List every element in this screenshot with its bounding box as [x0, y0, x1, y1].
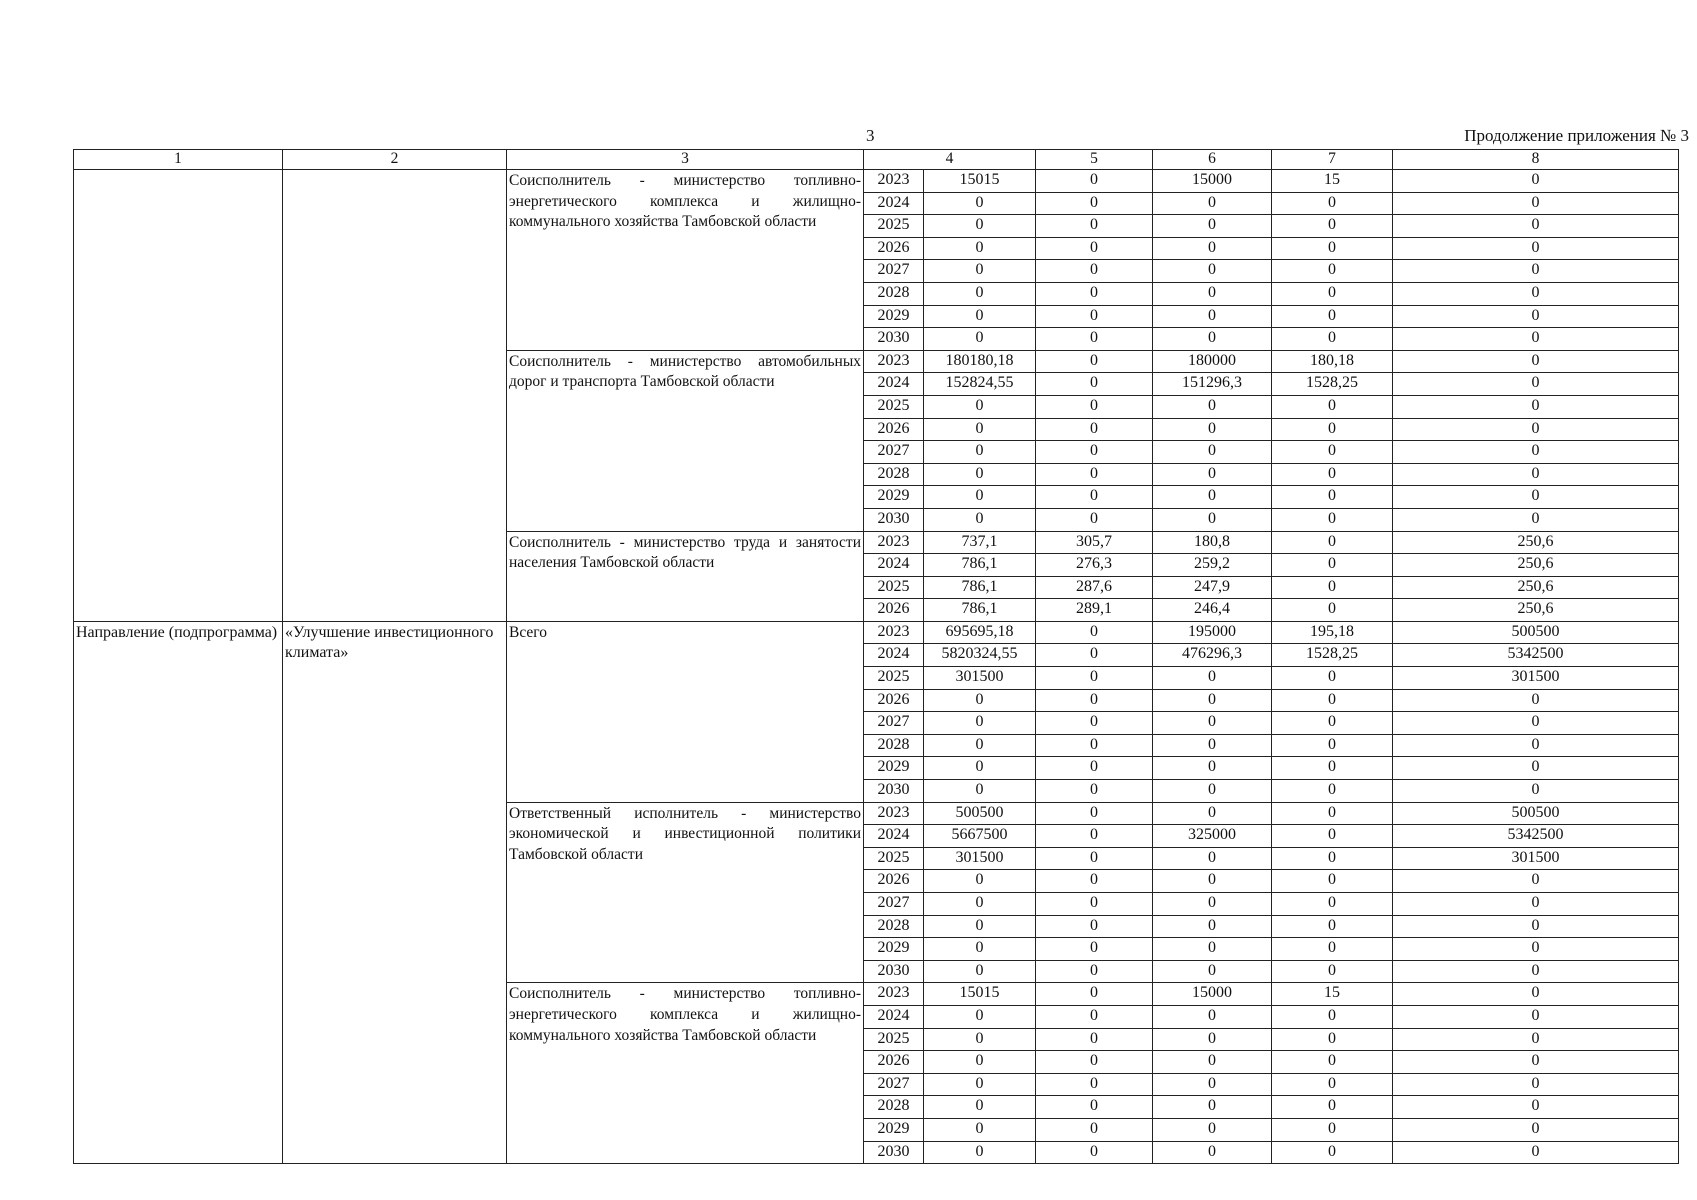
regional-cell: 0 — [1153, 215, 1272, 238]
total-cell: 0 — [924, 1028, 1036, 1051]
year-cell: 2027 — [864, 712, 924, 735]
total-cell: 737,1 — [924, 531, 1036, 554]
year-cell: 2025 — [864, 847, 924, 870]
other-cell: 0 — [1393, 870, 1679, 893]
year-cell: 2024 — [864, 554, 924, 577]
header-cell: 6 — [1153, 150, 1272, 170]
federal-cell: 0 — [1036, 237, 1153, 260]
other-cell: 0 — [1393, 712, 1679, 735]
year-cell: 2025 — [864, 395, 924, 418]
regional-cell: 259,2 — [1153, 554, 1272, 577]
local-cell: 0 — [1272, 870, 1393, 893]
other-cell: 0 — [1393, 1141, 1679, 1164]
local-cell: 0 — [1272, 689, 1393, 712]
regional-cell: 0 — [1153, 1118, 1272, 1141]
federal-cell: 0 — [1036, 847, 1153, 870]
total-cell: 0 — [924, 305, 1036, 328]
federal-cell: 0 — [1036, 328, 1153, 351]
other-cell: 0 — [1393, 960, 1679, 983]
other-cell: 0 — [1393, 734, 1679, 757]
regional-cell: 246,4 — [1153, 599, 1272, 622]
local-cell: 0 — [1272, 802, 1393, 825]
federal-cell: 0 — [1036, 508, 1153, 531]
year-cell: 2023 — [864, 802, 924, 825]
local-cell: 0 — [1272, 576, 1393, 599]
regional-cell: 0 — [1153, 486, 1272, 509]
local-cell: 0 — [1272, 1096, 1393, 1119]
regional-cell: 0 — [1153, 893, 1272, 916]
local-cell: 0 — [1272, 938, 1393, 961]
total-cell: 180180,18 — [924, 350, 1036, 373]
regional-cell: 0 — [1153, 441, 1272, 464]
other-cell: 0 — [1393, 1073, 1679, 1096]
local-cell: 0 — [1272, 960, 1393, 983]
federal-cell: 0 — [1036, 893, 1153, 916]
federal-cell: 0 — [1036, 915, 1153, 938]
regional-cell: 0 — [1153, 508, 1272, 531]
local-cell: 0 — [1272, 554, 1393, 577]
total-cell: 152824,55 — [924, 373, 1036, 396]
regional-cell: 0 — [1153, 915, 1272, 938]
local-cell: 0 — [1272, 531, 1393, 554]
table-body — [74, 150, 1679, 1164]
total-cell: 0 — [924, 463, 1036, 486]
local-cell: 0 — [1272, 734, 1393, 757]
total-cell: 0 — [924, 486, 1036, 509]
total-cell: 786,1 — [924, 599, 1036, 622]
local-cell: 0 — [1272, 1028, 1393, 1051]
federal-cell: 0 — [1036, 486, 1153, 509]
year-cell: 2024 — [864, 825, 924, 848]
regional-cell: 0 — [1153, 712, 1272, 735]
federal-cell: 0 — [1036, 1118, 1153, 1141]
year-cell: 2023 — [864, 983, 924, 1006]
other-cell: 0 — [1393, 418, 1679, 441]
year-cell: 2027 — [864, 260, 924, 283]
total-cell: 0 — [924, 1005, 1036, 1028]
year-cell: 2029 — [864, 938, 924, 961]
local-cell: 0 — [1272, 1141, 1393, 1164]
local-cell: 180,18 — [1272, 350, 1393, 373]
federal-cell: 0 — [1036, 1096, 1153, 1119]
federal-cell: 0 — [1036, 1141, 1153, 1164]
header-cell: 5 — [1036, 150, 1153, 170]
local-cell: 0 — [1272, 215, 1393, 238]
total-cell: 0 — [924, 915, 1036, 938]
federal-cell: 0 — [1036, 802, 1153, 825]
other-cell: 5342500 — [1393, 644, 1679, 667]
executor-cell: Всего — [507, 621, 864, 802]
year-cell: 2026 — [864, 870, 924, 893]
year-cell: 2025 — [864, 576, 924, 599]
other-cell: 0 — [1393, 237, 1679, 260]
other-cell: 0 — [1393, 1096, 1679, 1119]
local-cell: 0 — [1272, 712, 1393, 735]
other-cell: 0 — [1393, 780, 1679, 803]
local-cell: 0 — [1272, 395, 1393, 418]
federal-cell: 276,3 — [1036, 554, 1153, 577]
regional-cell: 0 — [1153, 1051, 1272, 1074]
federal-cell: 0 — [1036, 712, 1153, 735]
budget-table — [73, 149, 1679, 1164]
header-cell: 7 — [1272, 150, 1393, 170]
federal-cell: 0 — [1036, 170, 1153, 193]
total-cell: 0 — [924, 757, 1036, 780]
total-cell: 0 — [924, 418, 1036, 441]
year-cell: 2026 — [864, 1051, 924, 1074]
local-cell: 0 — [1272, 305, 1393, 328]
other-cell: 0 — [1393, 328, 1679, 351]
local-cell: 0 — [1272, 1051, 1393, 1074]
federal-cell: 287,6 — [1036, 576, 1153, 599]
regional-cell: 0 — [1153, 802, 1272, 825]
executor-cell: Соисполнитель - министерство топливно-энергетического комплекса и жилищно-коммунального хозяйства Тамбовской области — [507, 983, 864, 1164]
year-cell: 2028 — [864, 282, 924, 305]
regional-cell: 151296,3 — [1153, 373, 1272, 396]
regional-cell: 0 — [1153, 667, 1272, 690]
federal-cell: 0 — [1036, 960, 1153, 983]
total-cell: 301500 — [924, 667, 1036, 690]
other-cell: 0 — [1393, 215, 1679, 238]
federal-cell: 0 — [1036, 1051, 1153, 1074]
total-cell: 0 — [924, 282, 1036, 305]
local-cell: 0 — [1272, 486, 1393, 509]
appendix-label: Продолжение приложения № 3 — [1464, 126, 1689, 145]
year-cell: 2026 — [864, 689, 924, 712]
regional-cell: 0 — [1153, 1141, 1272, 1164]
year-cell: 2023 — [864, 170, 924, 193]
year-cell: 2025 — [864, 1028, 924, 1051]
regional-cell: 0 — [1153, 237, 1272, 260]
header-row — [74, 150, 1679, 170]
other-cell: 0 — [1393, 508, 1679, 531]
total-cell: 0 — [924, 689, 1036, 712]
local-cell: 0 — [1272, 441, 1393, 464]
local-cell: 0 — [1272, 282, 1393, 305]
total-cell: 0 — [924, 734, 1036, 757]
program-name-cell — [283, 170, 507, 622]
year-cell: 2028 — [864, 915, 924, 938]
federal-cell: 0 — [1036, 441, 1153, 464]
header-cell: 2 — [283, 150, 507, 170]
header-cell: 1 — [74, 150, 283, 170]
other-cell: 5342500 — [1393, 825, 1679, 848]
year-cell: 2024 — [864, 192, 924, 215]
year-cell: 2030 — [864, 960, 924, 983]
year-cell: 2026 — [864, 599, 924, 622]
regional-cell: 180000 — [1153, 350, 1272, 373]
budget-table-container — [73, 149, 1678, 1164]
total-cell: 786,1 — [924, 576, 1036, 599]
program-name-cell: «Улучшение инвестиционного климата» — [283, 621, 507, 1163]
regional-cell: 0 — [1153, 418, 1272, 441]
regional-cell: 0 — [1153, 938, 1272, 961]
other-cell: 0 — [1393, 260, 1679, 283]
federal-cell: 0 — [1036, 689, 1153, 712]
total-cell: 500500 — [924, 802, 1036, 825]
federal-cell: 0 — [1036, 780, 1153, 803]
local-cell: 0 — [1272, 508, 1393, 531]
local-cell: 0 — [1272, 780, 1393, 803]
regional-cell: 0 — [1153, 1028, 1272, 1051]
other-cell: 0 — [1393, 893, 1679, 916]
year-cell: 2029 — [864, 305, 924, 328]
local-cell: 0 — [1272, 825, 1393, 848]
year-cell: 2029 — [864, 757, 924, 780]
other-cell: 0 — [1393, 1051, 1679, 1074]
total-cell: 0 — [924, 1051, 1036, 1074]
federal-cell: 0 — [1036, 1028, 1153, 1051]
local-cell: 0 — [1272, 915, 1393, 938]
year-cell: 2028 — [864, 734, 924, 757]
other-cell: 0 — [1393, 192, 1679, 215]
local-cell: 0 — [1272, 237, 1393, 260]
federal-cell: 0 — [1036, 215, 1153, 238]
other-cell: 0 — [1393, 170, 1679, 193]
federal-cell: 305,7 — [1036, 531, 1153, 554]
year-cell: 2025 — [864, 667, 924, 690]
total-cell: 0 — [924, 395, 1036, 418]
federal-cell: 0 — [1036, 1005, 1153, 1028]
total-cell: 301500 — [924, 847, 1036, 870]
regional-cell: 0 — [1153, 780, 1272, 803]
year-cell: 2030 — [864, 328, 924, 351]
federal-cell: 0 — [1036, 938, 1153, 961]
table-row — [74, 621, 1679, 644]
regional-cell: 0 — [1153, 757, 1272, 780]
local-cell: 0 — [1272, 667, 1393, 690]
local-cell: 0 — [1272, 599, 1393, 622]
executor-cell: Соисполнитель - министерство топливно-энергетического комплекса и жилищно-коммунального хозяйства Тамбовской области — [507, 170, 864, 351]
year-cell: 2024 — [864, 644, 924, 667]
regional-cell: 0 — [1153, 689, 1272, 712]
other-cell: 301500 — [1393, 847, 1679, 870]
federal-cell: 0 — [1036, 1073, 1153, 1096]
year-cell: 2024 — [864, 1005, 924, 1028]
total-cell: 0 — [924, 780, 1036, 803]
direction-cell: Направление (подпрограмма) — [74, 621, 283, 1163]
year-cell: 2027 — [864, 441, 924, 464]
total-cell: 0 — [924, 712, 1036, 735]
regional-cell: 0 — [1153, 260, 1272, 283]
federal-cell: 0 — [1036, 192, 1153, 215]
total-cell: 0 — [924, 870, 1036, 893]
total-cell: 0 — [924, 960, 1036, 983]
regional-cell: 0 — [1153, 1073, 1272, 1096]
local-cell: 0 — [1272, 192, 1393, 215]
regional-cell: 0 — [1153, 847, 1272, 870]
total-cell: 0 — [924, 328, 1036, 351]
local-cell: 15 — [1272, 983, 1393, 1006]
other-cell: 0 — [1393, 915, 1679, 938]
page-number: 3 — [866, 126, 875, 145]
regional-cell: 0 — [1153, 328, 1272, 351]
local-cell: 1528,25 — [1272, 644, 1393, 667]
other-cell: 0 — [1393, 486, 1679, 509]
year-cell: 2029 — [864, 486, 924, 509]
other-cell: 0 — [1393, 983, 1679, 1006]
total-cell: 0 — [924, 441, 1036, 464]
year-cell: 2029 — [864, 1118, 924, 1141]
year-cell: 2028 — [864, 463, 924, 486]
total-cell: 0 — [924, 1096, 1036, 1119]
header-cell: 4 — [864, 150, 1036, 170]
year-cell: 2023 — [864, 621, 924, 644]
regional-cell: 0 — [1153, 870, 1272, 893]
local-cell: 0 — [1272, 260, 1393, 283]
total-cell: 786,1 — [924, 554, 1036, 577]
total-cell: 0 — [924, 508, 1036, 531]
regional-cell: 0 — [1153, 463, 1272, 486]
other-cell: 0 — [1393, 757, 1679, 780]
local-cell: 195,18 — [1272, 621, 1393, 644]
regional-cell: 476296,3 — [1153, 644, 1272, 667]
local-cell: 1528,25 — [1272, 373, 1393, 396]
regional-cell: 0 — [1153, 305, 1272, 328]
other-cell: 0 — [1393, 689, 1679, 712]
regional-cell: 15000 — [1153, 983, 1272, 1006]
federal-cell: 0 — [1036, 395, 1153, 418]
other-cell: 0 — [1393, 441, 1679, 464]
federal-cell: 0 — [1036, 644, 1153, 667]
federal-cell: 0 — [1036, 463, 1153, 486]
total-cell: 0 — [924, 1141, 1036, 1164]
other-cell: 250,6 — [1393, 554, 1679, 577]
federal-cell: 0 — [1036, 282, 1153, 305]
other-cell: 0 — [1393, 282, 1679, 305]
local-cell: 0 — [1272, 893, 1393, 916]
federal-cell: 0 — [1036, 418, 1153, 441]
regional-cell: 180,8 — [1153, 531, 1272, 554]
federal-cell: 0 — [1036, 260, 1153, 283]
other-cell: 0 — [1393, 350, 1679, 373]
executor-cell: Соисполнитель - министерство автомобильных дорог и транспорта Тамбовской области — [507, 350, 864, 531]
total-cell: 0 — [924, 215, 1036, 238]
other-cell: 250,6 — [1393, 599, 1679, 622]
other-cell: 250,6 — [1393, 576, 1679, 599]
regional-cell: 0 — [1153, 734, 1272, 757]
total-cell: 0 — [924, 237, 1036, 260]
total-cell: 0 — [924, 893, 1036, 916]
year-cell: 2030 — [864, 780, 924, 803]
total-cell: 0 — [924, 260, 1036, 283]
total-cell: 695695,18 — [924, 621, 1036, 644]
year-cell: 2028 — [864, 1096, 924, 1119]
federal-cell: 0 — [1036, 825, 1153, 848]
regional-cell: 0 — [1153, 960, 1272, 983]
other-cell: 0 — [1393, 373, 1679, 396]
federal-cell: 0 — [1036, 621, 1153, 644]
local-cell: 15 — [1272, 170, 1393, 193]
total-cell: 5667500 — [924, 825, 1036, 848]
regional-cell: 195000 — [1153, 621, 1272, 644]
regional-cell: 247,9 — [1153, 576, 1272, 599]
total-cell: 0 — [924, 192, 1036, 215]
federal-cell: 0 — [1036, 983, 1153, 1006]
year-cell: 2027 — [864, 1073, 924, 1096]
federal-cell: 0 — [1036, 350, 1153, 373]
direction-cell — [74, 170, 283, 622]
federal-cell: 0 — [1036, 373, 1153, 396]
total-cell: 0 — [924, 1118, 1036, 1141]
year-cell: 2025 — [864, 215, 924, 238]
executor-cell: Соисполнитель - министерство труда и занятости населения Тамбовской области — [507, 531, 864, 621]
regional-cell: 0 — [1153, 192, 1272, 215]
other-cell: 0 — [1393, 395, 1679, 418]
executor-cell: Ответственный исполнитель - министерство экономической и инвестиционной политики Тамбовской области — [507, 802, 864, 983]
local-cell: 0 — [1272, 1118, 1393, 1141]
header-cell: 3 — [507, 150, 864, 170]
year-cell: 2027 — [864, 893, 924, 916]
total-cell: 5820324,55 — [924, 644, 1036, 667]
other-cell: 0 — [1393, 938, 1679, 961]
other-cell: 0 — [1393, 1118, 1679, 1141]
header-cell: 8 — [1393, 150, 1679, 170]
federal-cell: 0 — [1036, 757, 1153, 780]
local-cell: 0 — [1272, 847, 1393, 870]
regional-cell: 325000 — [1153, 825, 1272, 848]
local-cell: 0 — [1272, 463, 1393, 486]
federal-cell: 0 — [1036, 870, 1153, 893]
other-cell: 0 — [1393, 1028, 1679, 1051]
regional-cell: 0 — [1153, 1005, 1272, 1028]
local-cell: 0 — [1272, 1005, 1393, 1028]
local-cell: 0 — [1272, 1073, 1393, 1096]
other-cell: 250,6 — [1393, 531, 1679, 554]
federal-cell: 289,1 — [1036, 599, 1153, 622]
year-cell: 2026 — [864, 237, 924, 260]
other-cell: 500500 — [1393, 802, 1679, 825]
regional-cell: 0 — [1153, 1096, 1272, 1119]
year-cell: 2023 — [864, 531, 924, 554]
year-cell: 2024 — [864, 373, 924, 396]
total-cell: 0 — [924, 1073, 1036, 1096]
other-cell: 0 — [1393, 463, 1679, 486]
year-cell: 2023 — [864, 350, 924, 373]
local-cell: 0 — [1272, 328, 1393, 351]
total-cell: 0 — [924, 938, 1036, 961]
federal-cell: 0 — [1036, 734, 1153, 757]
other-cell: 0 — [1393, 1005, 1679, 1028]
year-cell: 2030 — [864, 1141, 924, 1164]
local-cell: 0 — [1272, 418, 1393, 441]
regional-cell: 15000 — [1153, 170, 1272, 193]
year-cell: 2030 — [864, 508, 924, 531]
regional-cell: 0 — [1153, 395, 1272, 418]
total-cell: 15015 — [924, 170, 1036, 193]
year-cell: 2026 — [864, 418, 924, 441]
regional-cell: 0 — [1153, 282, 1272, 305]
other-cell: 301500 — [1393, 667, 1679, 690]
federal-cell: 0 — [1036, 667, 1153, 690]
local-cell: 0 — [1272, 757, 1393, 780]
other-cell: 0 — [1393, 305, 1679, 328]
federal-cell: 0 — [1036, 305, 1153, 328]
table-row — [74, 170, 1679, 193]
total-cell: 15015 — [924, 983, 1036, 1006]
other-cell: 500500 — [1393, 621, 1679, 644]
